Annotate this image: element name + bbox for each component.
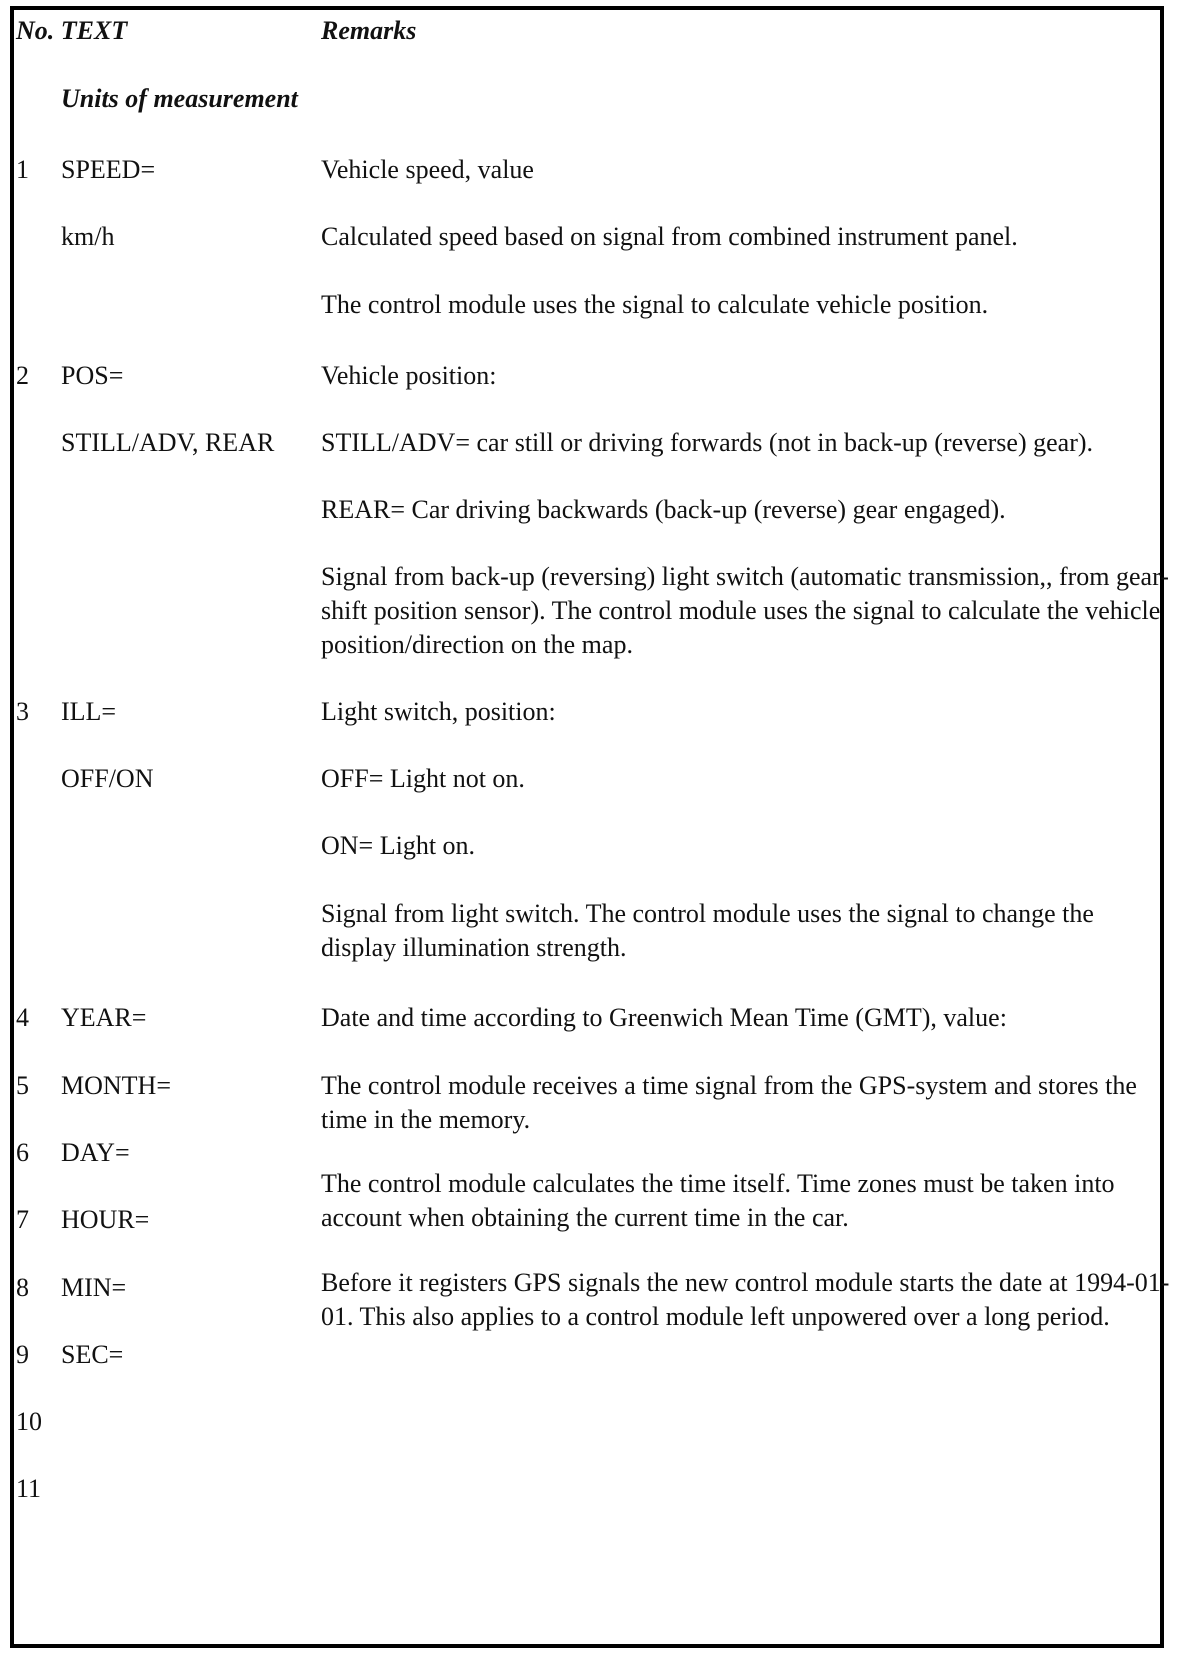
row-remark: Date and time according to Greenwich Mean Time (GMT), value: <box>321 1003 1007 1032</box>
row-remark: The control module receives a time signal from the GPS-system and stores the time in the memory. <box>321 1071 1137 1134</box>
row-number: 10 <box>16 1407 42 1436</box>
row-remark: Signal from back-up (reversing) light switch (automatic transmission,, from gear-shift position sensor). The control module uses the signal to calculate the vehicle position/direction on the map. <box>321 562 1169 659</box>
no-text-header: No. TEXT <box>16 16 128 45</box>
row-remark: Calculated speed based on signal from combined instrument panel. <box>321 222 1018 251</box>
row-unit: STILL/ADV, REAR <box>61 428 275 457</box>
row-remark: The control module uses the signal to calculate vehicle position. <box>321 290 989 319</box>
row-remark: STILL/ADV= car still or driving forwards (not in back-up (reverse) gear). <box>321 428 1094 457</box>
row-text: MONTH= <box>61 1071 171 1100</box>
row-text: DAY= <box>61 1138 130 1167</box>
row-remark: Vehicle speed, value <box>321 155 534 184</box>
row-text: YEAR= <box>61 1003 147 1032</box>
row-number: 3 <box>16 697 29 726</box>
units-header: Units of measurement <box>61 84 298 113</box>
row-number: 11 <box>16 1474 42 1503</box>
row-remark: OFF= Light not on. <box>321 764 525 793</box>
row-number: 5 <box>16 1071 29 1100</box>
row-text: SPEED= <box>61 155 156 184</box>
row-remark: REAR= Car driving backwards (back-up (reverse) gear engaged). <box>321 495 1006 524</box>
row-number: 1 <box>16 155 29 184</box>
row-text: HOUR= <box>61 1205 150 1234</box>
row-number: 8 <box>16 1273 29 1302</box>
row-remark: ON= Light on. <box>321 831 476 860</box>
row-unit: km/h <box>61 222 115 251</box>
row-number: 7 <box>16 1205 29 1234</box>
row-remark: Signal from light switch. The control module uses the signal to change the display illumination strength. <box>321 899 1094 962</box>
row-text: MIN= <box>61 1273 127 1302</box>
row-text: ILL= <box>61 697 117 726</box>
row-remark: The control module calculates the time itself. Time zones must be taken into account when obtaining the current time in the car. <box>321 1169 1115 1232</box>
row-number: 2 <box>16 361 29 390</box>
remarks-header: Remarks <box>321 16 417 45</box>
row-unit: OFF/ON <box>61 764 154 793</box>
row-text: POS= <box>61 361 124 390</box>
row-remark: Light switch, position: <box>321 697 556 726</box>
row-text: SEC= <box>61 1340 124 1369</box>
row-number: 4 <box>16 1003 29 1032</box>
row-remark: Before it registers GPS signals the new control module starts the date at 1994-01-01. This also applies to a control module left unpowered over a long period. <box>321 1268 1170 1331</box>
document-frame <box>10 6 1170 1648</box>
row-number: 9 <box>16 1340 29 1369</box>
row-remark: Vehicle position: <box>321 361 497 390</box>
row-number: 6 <box>16 1138 29 1167</box>
